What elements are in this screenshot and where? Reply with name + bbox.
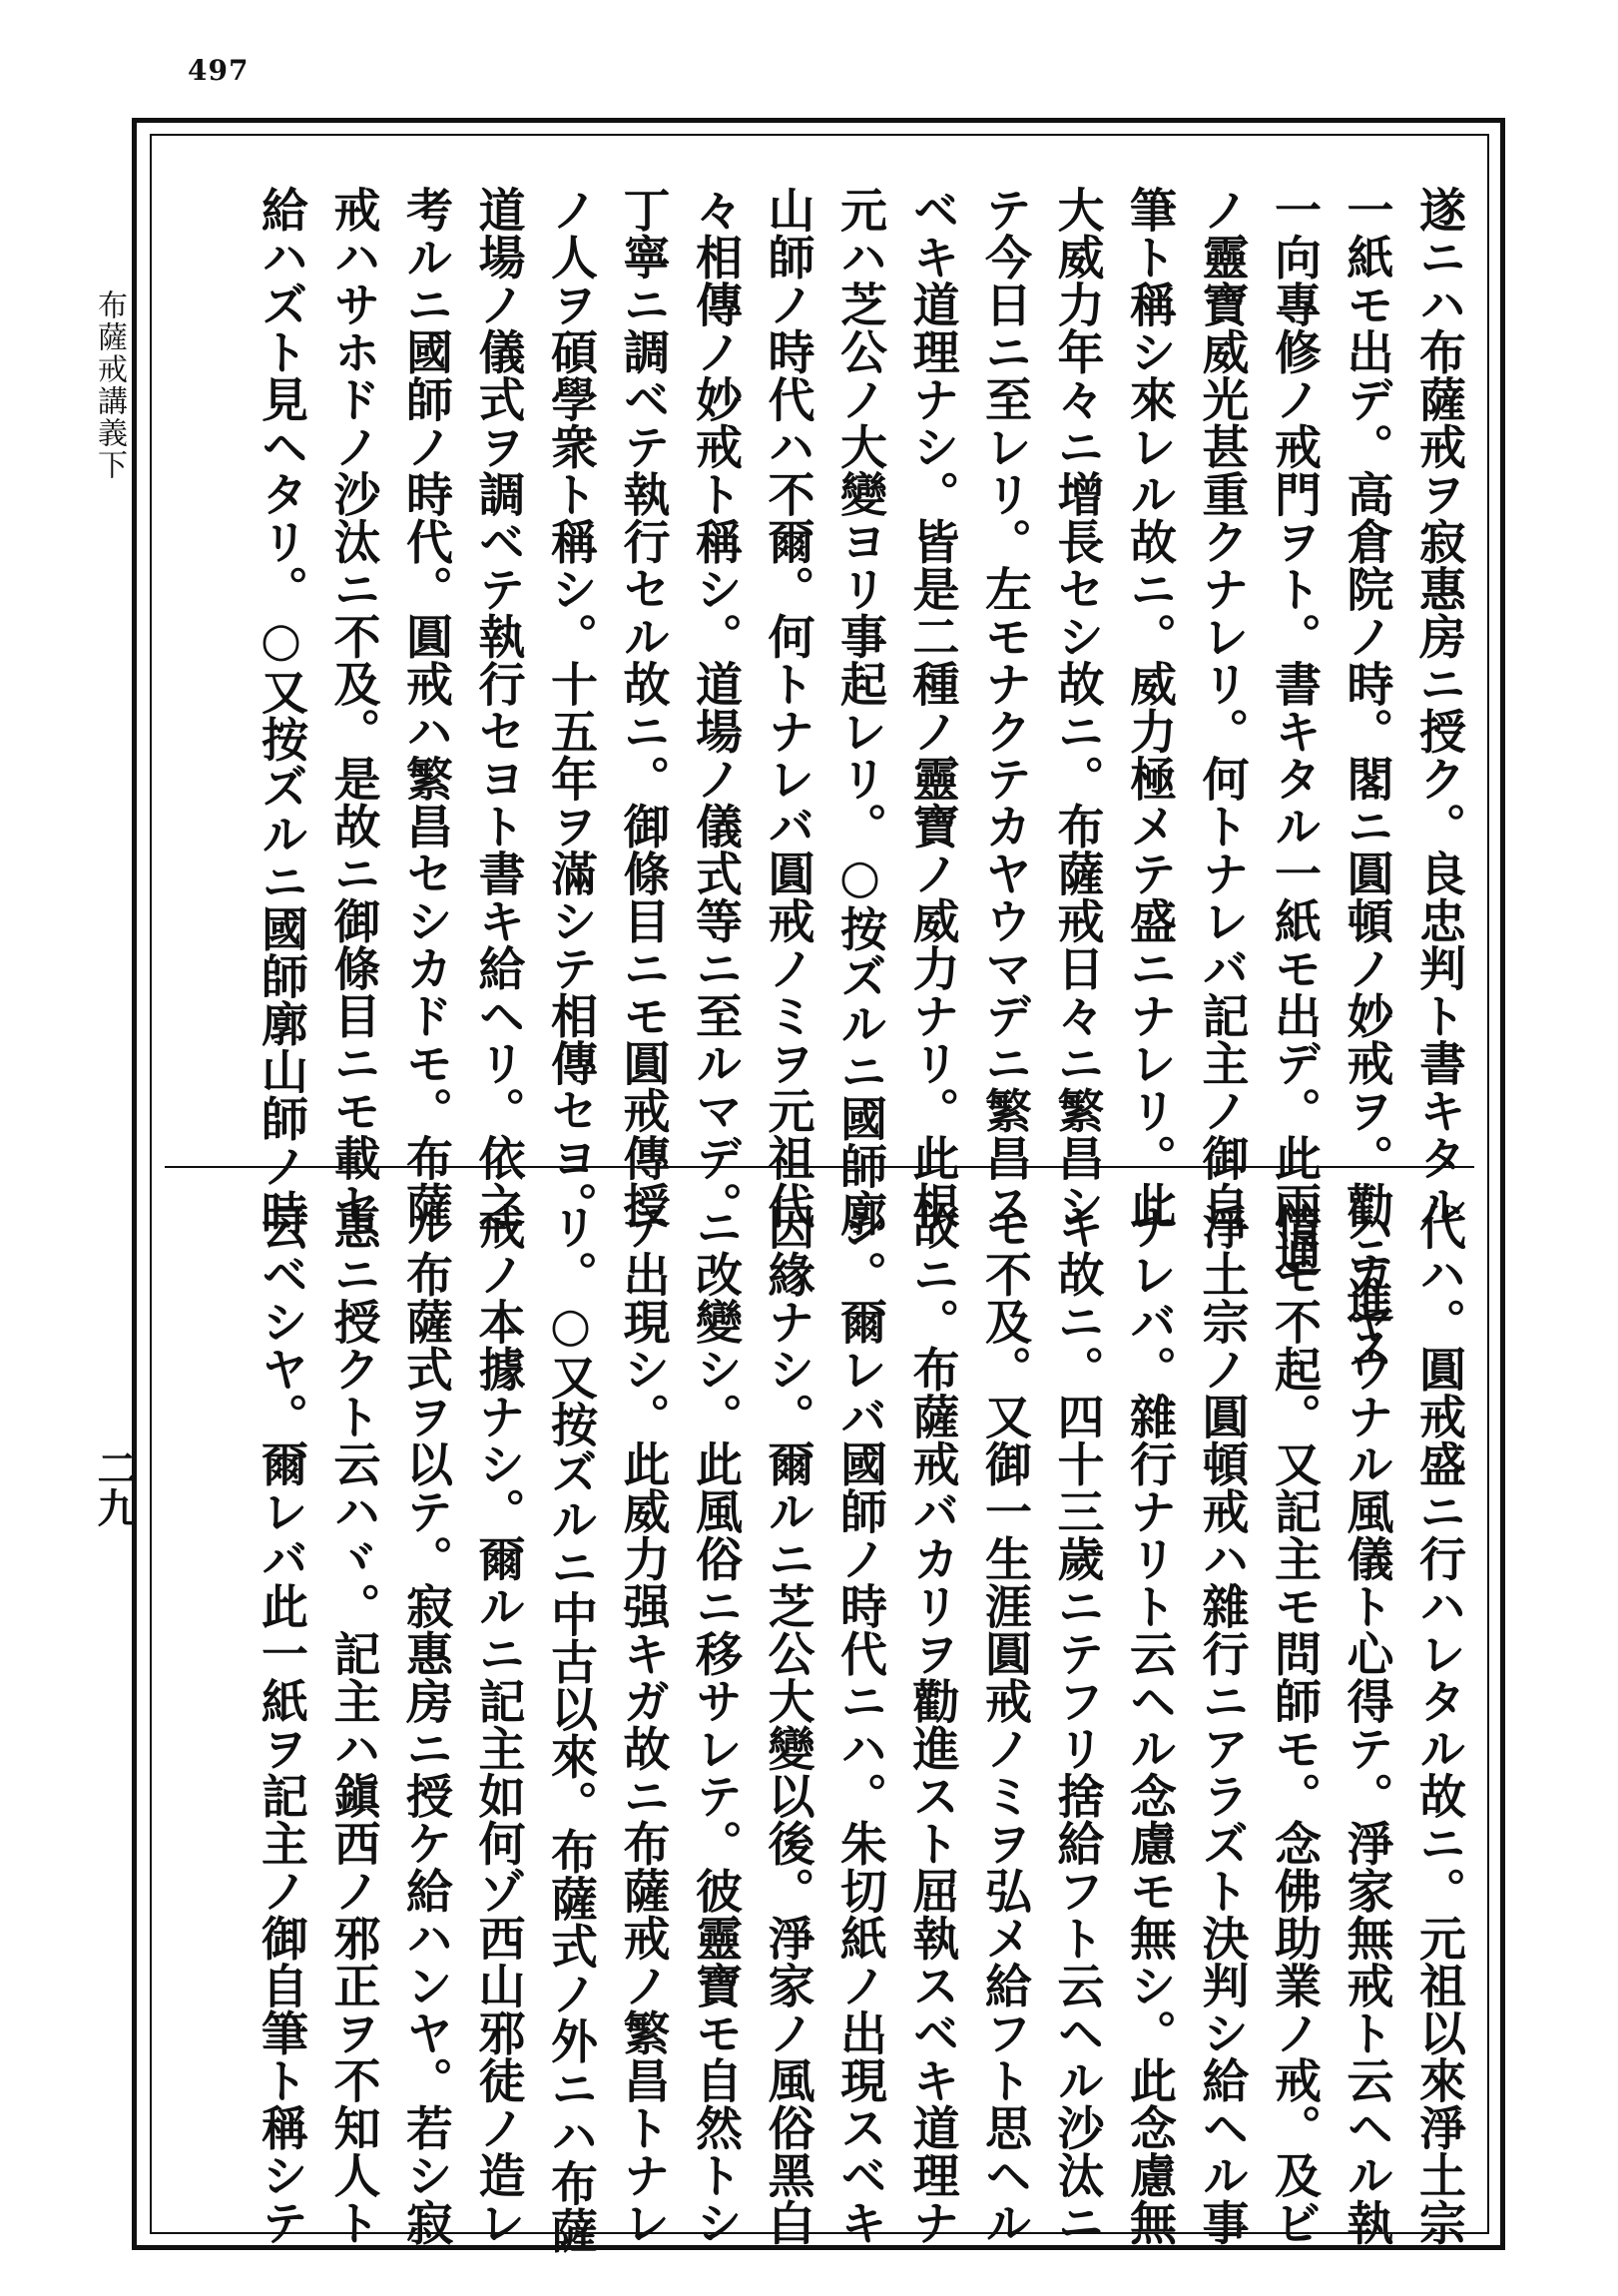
lower-text-column: ニ改變シ。此風俗ニ移サレテ。彼靈寶モ自然トシ xyxy=(688,1203,743,2246)
lower-text-column: キ故ニ。四十三歲ニテフリ捨給フト云ヘル沙汰ニ xyxy=(1049,1203,1105,2246)
upper-text-column: ノ人ヲ碩學衆ト稱シ。十五年ヲ滿シテ相傳セヨ。 xyxy=(543,186,598,1229)
lower-text-column: 故ニ。布薩戒バカリヲ勸進スト屈執スベキ道理ナ xyxy=(904,1203,960,2246)
upper-text-column: 山師ノ時代ハ不爾。何トナレバ圓戒ノミヲ元祖代 xyxy=(760,186,815,1229)
lower-text-column: テ出現シ。此威力强キガ故ニ布薩戒ノ繁昌トナレ xyxy=(615,1203,671,2246)
upper-text-column: テ今日ニ至レリ。左モナクテカヤウマデニ繁昌ス xyxy=(977,186,1032,1229)
lower-text-column: 代ハ。圓戒盛ニ行ハレタル故ニ。元祖以來淨土宗 xyxy=(1411,1203,1466,2246)
lower-text-column: 云ベシヤ。爾レバ此一紙ヲ記主ノ御自筆ト稱シテ xyxy=(254,1203,308,2246)
lower-text-column: 戒ノ本據ナシ。爾ルニ記主如何ゾ西山邪徒ノ造レ xyxy=(470,1203,526,2246)
upper-text-column: 考ルニ國師ノ時代。圓戒ハ繁昌セシカドモ。布薩 xyxy=(398,186,453,1229)
lower-text-column: シ。爾レバ國師ノ時代ニハ。朱切紙ノ出現スベキ xyxy=(832,1203,887,2246)
upper-text-column: ベキ道理ナシ。皆是二種ノ靈寶ノ威力ナリ。此根 xyxy=(904,186,960,1229)
lower-text-column: 情モ不起。又記主モ問師モ。念佛助業ノ戒。及ビ xyxy=(1267,1203,1322,2246)
lower-text-column: 惠ニ授クト云ハヾ。記主ハ鎭西ノ邪正ヲ不知人ト xyxy=(325,1203,381,2246)
page-number: 497 xyxy=(188,54,250,87)
upper-text-column: 々相傳ノ妙戒ト稱シ。道場ノ儀式等ニ至ルマデ。 xyxy=(688,186,743,1229)
lower-text-column: リ。○又按ズルニ中古以來。布薩式ノ外ニハ布薩 xyxy=(543,1203,598,2254)
upper-text-column: 道場ノ儀式ヲ調ベテ執行セヨト書キ給ヘリ。依之 xyxy=(470,186,526,1229)
folio: 二九 xyxy=(91,1447,138,1527)
upper-text-column: 丁寧ニ調ベテ執行セル故ニ。御條目ニモ圓戒傳授 xyxy=(615,186,671,1229)
upper-text-column: 遂ニハ布薩戒ヲ寂惠房ニ授ク。良忠判ト書キタル xyxy=(1411,186,1466,1229)
upper-text-column: ノ靈寶威光甚重クナレリ。何トナレバ記主ノ御自 xyxy=(1194,186,1250,1229)
lower-text-column: ナレバ。雜行ナリト云ヘル念慮モ無シ。此念慮無 xyxy=(1122,1203,1177,2246)
lower-text-column: ル布薩式ヲ以テ。寂惠房ニ授ケ給ハンヤ。若シ寂 xyxy=(398,1203,453,2246)
lower-text-column: 淨土宗ノ圓頓戒ハ雜行ニアラズト決判シ給ヘル事 xyxy=(1194,1203,1250,2246)
lower-text-column: モ不及。又御一生涯圓戒ノミヲ弘メ給フト思ヘル xyxy=(977,1203,1032,2246)
lower-text-column: 因緣ナシ。爾ルニ芝公大變以後。淨家ノ風俗黑白 xyxy=(760,1203,815,2246)
upper-text-column: 一向專修ノ戒門ヲト。書キタル一紙モ出デ。此兩通 xyxy=(1267,186,1322,1277)
upper-text-column: 大威力年々ニ增長セシ故ニ。布薩戒日々ニ繁昌シ xyxy=(1049,186,1105,1229)
lower-text-column: ハカヤウナル風儀ト心得テ。淨家無戒ト云ヘル執 xyxy=(1339,1203,1394,2246)
upper-text-column: 給ハズト見ヘタリ。○又按ズルニ國師廓山師ノ時 xyxy=(254,186,308,1237)
upper-text-column: 筆ト稱シ來レル故ニ。威力極メテ盛ニナレリ。此 xyxy=(1122,186,1177,1229)
upper-text-column: 一紙モ出デ。高倉院ノ時。閣ニ圓頓ノ妙戒ヲ。勸ニ進ス xyxy=(1339,186,1394,1372)
upper-text-column: 元ハ芝公ノ大變ヨリ事起レリ。○按ズルニ國師廓 xyxy=(832,186,887,1237)
upper-text-column: 戒ハサホドノ沙汰ニ不及。是故ニ御條目ニモ載セ xyxy=(325,186,381,1229)
running-title: 布薩戒講義下 xyxy=(92,289,127,481)
